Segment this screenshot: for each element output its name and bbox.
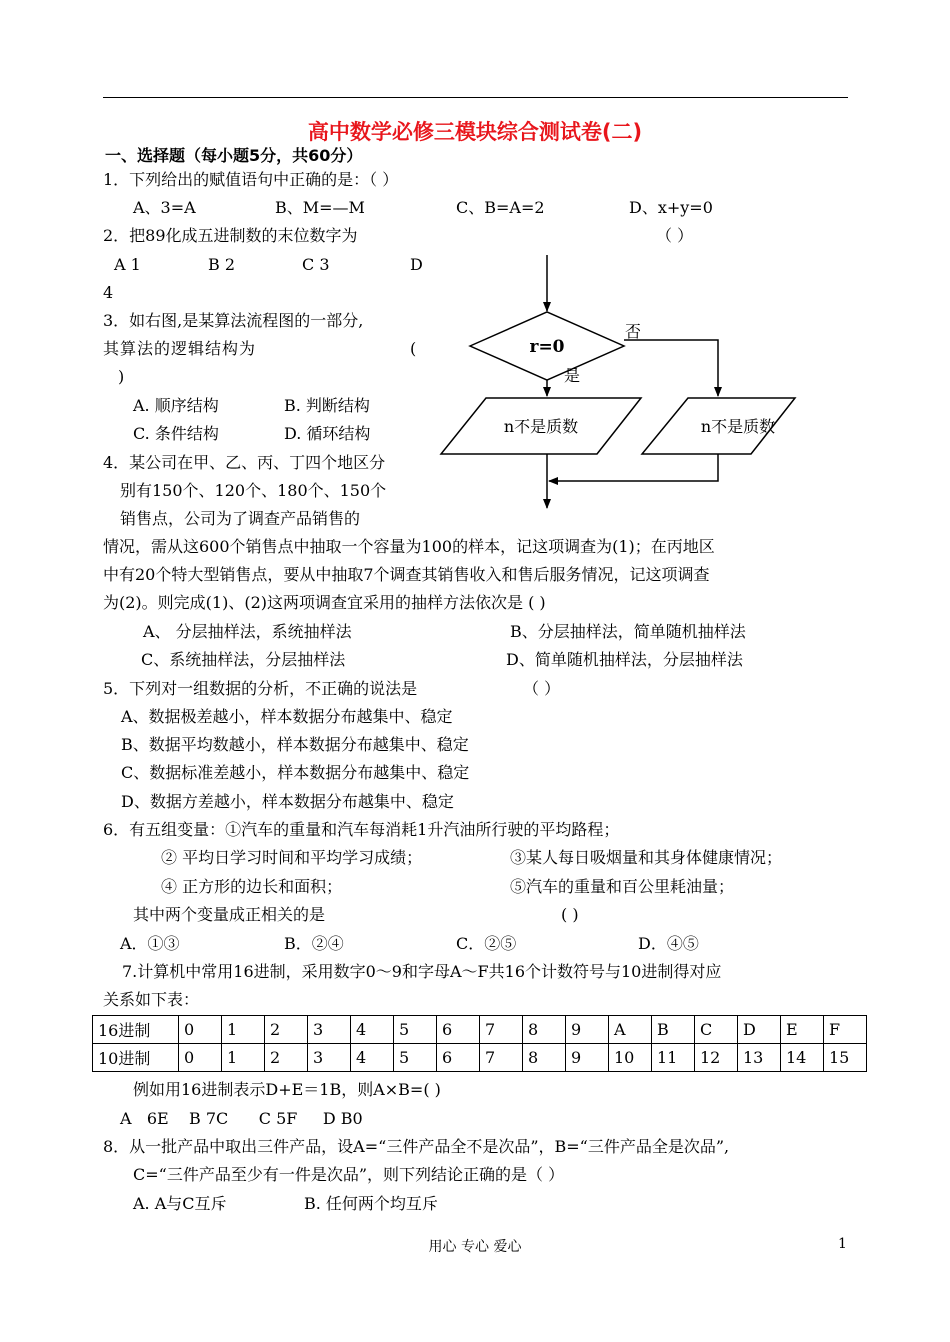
q1-option-a: A、3=A (133, 198, 196, 217)
table-cell: 4 (351, 1016, 394, 1044)
table-cell: 6 (437, 1044, 480, 1072)
q6-ask: 其中两个变量成正相关的是 (133, 905, 326, 924)
section-heading: 一、选择题（每小题5分，共60分） (105, 146, 363, 165)
q5-paren: （ ） (523, 679, 561, 698)
q6-stem: 6．有五组变量：①汽车的重量和汽车每消耗1升汽油所行驶的平均路程； (103, 820, 620, 839)
table-cell: 2 (265, 1016, 308, 1044)
table-cell: 9 (566, 1016, 609, 1044)
table-cell: 1 (222, 1044, 265, 1072)
table-row (93, 1016, 867, 1044)
table-row-header: 10进制 (93, 1044, 179, 1072)
q2-paren: （ ） (656, 226, 694, 245)
q3-option-b: B. 判断结构 (284, 396, 370, 415)
table-cell: 5 (394, 1044, 437, 1072)
table-cell: C (695, 1016, 738, 1044)
table-cell: A (609, 1016, 652, 1044)
table-cell: 0 (179, 1016, 222, 1044)
table-cell: 2 (265, 1044, 308, 1072)
right-box-label: n不是质数 (700, 417, 776, 436)
q3-line2: 其算法的逻辑结构为 (103, 339, 257, 358)
q6-option-c: C．②⑤ (456, 934, 517, 953)
table-cell: 4 (351, 1044, 394, 1072)
flow-arrow-merge (549, 454, 718, 481)
q7-example: 例如用16进制表示D+E＝1B，则A×B=( ) (133, 1080, 441, 1099)
q7-line1: 7.计算机中常用16进制，采用数字0～9和字母A～F共16个计数符号与10进制得对应 (122, 962, 722, 981)
table-cell: 8 (523, 1016, 566, 1044)
table-cell: 7 (480, 1044, 523, 1072)
page-number: 1 (838, 1236, 847, 1252)
q2-option-d-value: 4 (103, 283, 114, 302)
q7-line2: 关系如下表： (103, 990, 200, 1009)
table-cell: 6 (437, 1016, 480, 1044)
q3-paren-close: ) (118, 367, 125, 386)
table-cell: 8 (523, 1044, 566, 1072)
q6-option-a: A．①③ (120, 934, 180, 953)
q7-options: A 6E B 7C C 5F D B0 (120, 1109, 363, 1128)
q5-option-a: A、数据极差越小，样本数据分布越集中、稳定 (121, 707, 453, 726)
q1-option-c: C、B=A=2 (456, 198, 545, 217)
table-cell: 0 (179, 1044, 222, 1072)
q4-option-a: A、 分层抽样法，系统抽样法 (143, 622, 352, 641)
q5-stem: 5．下列对一组数据的分析，不正确的说法是 (103, 679, 418, 698)
table-row (93, 1044, 867, 1072)
q6-item5: ⑤汽车的重量和百公里耗油量； (510, 877, 735, 896)
yes-label: 是 (564, 366, 581, 385)
table-cell: 14 (781, 1044, 824, 1072)
table-cell: 9 (566, 1044, 609, 1072)
q2-option-b: B 2 (208, 255, 236, 274)
q3-line1: 3．如右图,是某算法流程图的一部分, (103, 311, 364, 330)
no-label: 否 (625, 322, 642, 341)
q2-option-d: D (410, 255, 423, 274)
q4-line2: 别有150个、120个、180个、150个 (120, 481, 387, 500)
left-box-label: n不是质数 (503, 417, 579, 436)
q4-line1: 4．某公司在甲、乙、丙、丁四个地区分 (103, 453, 386, 472)
q8-line2: C=“三件产品至少有一件是次品”，则下列结论正确的是（ ） (133, 1165, 565, 1184)
q6-item3: ③某人每日吸烟量和其身体健康情况； (510, 848, 783, 867)
q4-line6: 为(2)。则完成(1)、(2)这两项调查宜采用的抽样方法依次是 ( ) (103, 593, 546, 612)
q8-option-a: A. A与C互斥 (133, 1194, 227, 1213)
table-cell: F (824, 1016, 867, 1044)
q6-option-d: D．④⑤ (638, 934, 699, 953)
table-row-header: 16进制 (93, 1016, 179, 1044)
table-cell: 10 (609, 1044, 652, 1072)
table-cell: 1 (222, 1016, 265, 1044)
table-cell: E (781, 1016, 824, 1044)
header-rule (103, 97, 848, 98)
q3-option-c: C. 条件结构 (133, 424, 219, 443)
q5-option-d: D、数据方差越小，样本数据分布越集中、稳定 (121, 792, 454, 811)
q2-option-c: C 3 (302, 255, 330, 274)
table-cell: 5 (394, 1016, 437, 1044)
q4-line5: 中有20个特大型销售点，要从中抽取7个调查其销售收入和售后服务情况，记这项调查 (103, 565, 710, 584)
table-cell: 3 (308, 1016, 351, 1044)
table-cell: D (738, 1016, 781, 1044)
q5-option-b: B、数据平均数越小，样本数据分布越集中、稳定 (121, 735, 469, 754)
q4-option-c: C、系统抽样法，分层抽样法 (141, 650, 346, 669)
table-cell: 12 (695, 1044, 738, 1072)
q4-line3: 销售点，公司为了调查产品销售的 (120, 509, 361, 528)
flow-arrow-no (624, 340, 718, 396)
q4-line4: 情况，需从这600个销售点中抽取一个容量为100的样本，记这项调查为(1)；在丙地区 (103, 537, 715, 556)
q3-paren-open: ( (410, 339, 417, 358)
q6-option-b: B．②④ (284, 934, 344, 953)
q3-option-d: D. 循环结构 (284, 424, 371, 443)
table-cell: B (652, 1016, 695, 1044)
q1-option-d: D、x+y=0 (629, 198, 713, 217)
q8-option-b: B. 任何两个均互斥 (304, 1194, 438, 1213)
q3-option-a: A. 顺序结构 (133, 396, 219, 415)
q1-stem: 1．下列给出的赋值语句中正确的是：（ ） (103, 170, 399, 189)
table-cell: 7 (480, 1016, 523, 1044)
decision-label: r=0 (529, 337, 565, 357)
q5-option-c: C、数据标准差越小，样本数据分布越集中、稳定 (121, 763, 470, 782)
table-cell: 3 (308, 1044, 351, 1072)
hex-table (92, 1015, 867, 1072)
page-footer: 用心 专心 爱心 (428, 1239, 522, 1255)
flowchart (430, 250, 776, 520)
q6-paren: ( ) (561, 905, 579, 924)
table-cell: 13 (738, 1044, 781, 1072)
q8-line1: 8．从一批产品中取出三件产品，设A=“三件产品全不是次品”，B=“三件产品全是次品”, (103, 1137, 730, 1156)
q2-stem: 2．把89化成五进制数的末位数字为 (103, 226, 358, 245)
q1-option-b: B、M=—M (275, 198, 365, 217)
q6-item2: ② 平均日学习时间和平均学习成绩； (161, 848, 423, 867)
table-cell: 11 (652, 1044, 695, 1072)
q4-option-b: B、分层抽样法，简单随机抽样法 (510, 622, 746, 641)
q4-option-d: D、简单随机抽样法，分层抽样法 (506, 650, 743, 669)
table-cell: 15 (824, 1044, 867, 1072)
page-title: 高中数学必修三模块综合测试卷(二) (307, 120, 643, 144)
q2-option-a: A 1 (114, 255, 141, 274)
q6-item4: ④ 正方形的边长和面积； (161, 877, 343, 896)
